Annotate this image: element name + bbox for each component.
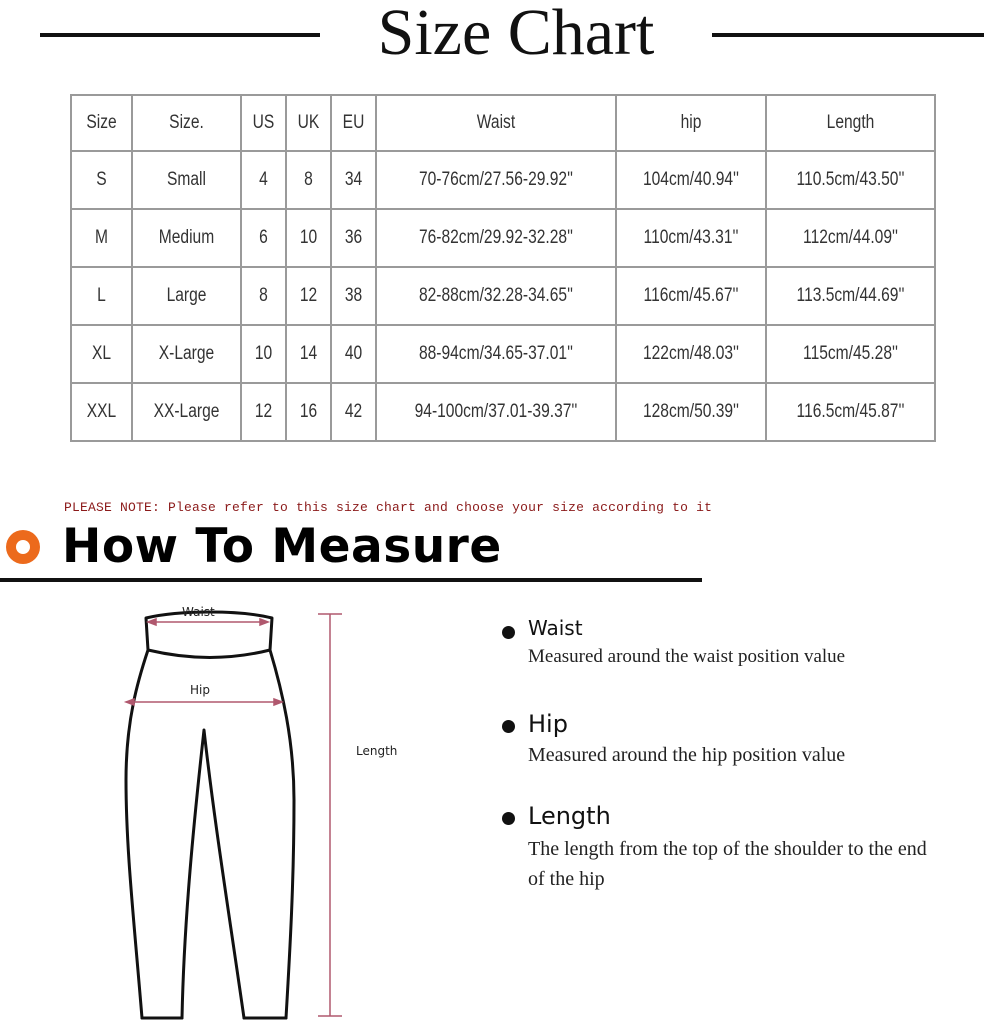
- cell-waist: 70-76cm/27.56-29.92'': [398, 151, 595, 209]
- cell-size: XL: [76, 325, 126, 383]
- how-to-measure-title: How To Measure: [62, 519, 502, 574]
- orange-ring-bullet-icon: [6, 530, 40, 564]
- cell-hip: 104cm/40.94'': [630, 151, 753, 209]
- title-left-rule: [40, 33, 320, 37]
- diagram-label-waist: Waist: [182, 605, 215, 619]
- cell-eu: 36: [335, 209, 372, 267]
- size-chart-header: [0, 0, 989, 72]
- cell-us: 4: [245, 151, 282, 209]
- cell-waist: 88-94cm/34.65-37.01'': [398, 325, 595, 383]
- table-row: [71, 151, 935, 209]
- cell-hip: 116cm/45.67'': [630, 267, 753, 325]
- header-hip: hip: [630, 95, 753, 151]
- cell-size: XXL: [76, 383, 126, 441]
- cell-uk: 16: [290, 383, 327, 441]
- bullet-dot-icon: [502, 626, 515, 639]
- cell-hip: 122cm/48.03'': [630, 325, 753, 383]
- definition-text: The length from the top of the shoulder to the end of the hip: [528, 838, 927, 890]
- pants-outline-icon: [0, 590, 480, 1024]
- bullet-dot-icon: [502, 720, 515, 733]
- header-size: Size: [76, 95, 126, 151]
- cell-size-name: XX-Large: [142, 383, 231, 441]
- cell-uk: 8: [290, 151, 327, 209]
- diagram-label-length: Length: [356, 744, 398, 758]
- cell-hip: 128cm/50.39'': [630, 383, 753, 441]
- definition-text: Measured around the hip position value: [528, 744, 846, 766]
- cell-us: 10: [245, 325, 282, 383]
- header-us: US: [245, 95, 282, 151]
- section-rule: [0, 578, 702, 582]
- cell-size-name: Small: [142, 151, 231, 209]
- cell-waist: 76-82cm/29.92-32.28'': [398, 209, 595, 267]
- cell-waist: 94-100cm/37.01-39.37'': [398, 383, 595, 441]
- bullet-dot-icon: [502, 812, 515, 825]
- cell-length: 112cm/44.09'': [781, 209, 920, 267]
- cell-eu: 34: [335, 151, 372, 209]
- table-row: [71, 325, 935, 383]
- size-note: PLEASE NOTE: Please refer to this size chart and choose your size according to it: [64, 500, 713, 515]
- title-right-rule: [712, 33, 984, 37]
- table-row: [71, 383, 935, 441]
- definition-text: Measured around the waist position value: [528, 646, 846, 667]
- page-title: Size Chart: [377, 0, 655, 69]
- header-uk: UK: [290, 95, 327, 151]
- cell-waist: 82-88cm/32.28-34.65'': [398, 267, 595, 325]
- size-table: [70, 94, 936, 442]
- cell-size-name: Medium: [142, 209, 231, 267]
- cell-eu: 38: [335, 267, 372, 325]
- header-eu: EU: [335, 95, 372, 151]
- cell-size: L: [76, 267, 126, 325]
- table-header-row: [71, 95, 935, 151]
- cell-size-name: X-Large: [142, 325, 231, 383]
- cell-uk: 12: [290, 267, 327, 325]
- cell-uk: 10: [290, 209, 327, 267]
- header-waist: Waist: [398, 95, 595, 151]
- table-row: [71, 209, 935, 267]
- cell-size: M: [76, 209, 126, 267]
- header-length: Length: [781, 95, 920, 151]
- diagram-label-hip: Hip: [190, 683, 210, 697]
- cell-length: 115cm/45.28'': [781, 325, 920, 383]
- cell-us: 12: [245, 383, 282, 441]
- cell-us: 6: [245, 209, 282, 267]
- cell-length: 116.5cm/45.87'': [781, 383, 920, 441]
- cell-eu: 40: [335, 325, 372, 383]
- header-size-name: Size.: [142, 95, 231, 151]
- cell-size-name: Large: [142, 267, 231, 325]
- pants-diagram: [0, 590, 480, 1024]
- table-row: [71, 267, 935, 325]
- cell-size: S: [76, 151, 126, 209]
- cell-eu: 42: [335, 383, 372, 441]
- cell-length: 110.5cm/43.50'': [781, 151, 920, 209]
- cell-length: 113.5cm/44.69'': [781, 267, 920, 325]
- cell-hip: 110cm/43.31'': [630, 209, 753, 267]
- definition-title: Hip: [528, 710, 568, 738]
- definition-title: Length: [528, 802, 611, 830]
- cell-us: 8: [245, 267, 282, 325]
- definition-title: Waist: [528, 616, 583, 640]
- cell-uk: 14: [290, 325, 327, 383]
